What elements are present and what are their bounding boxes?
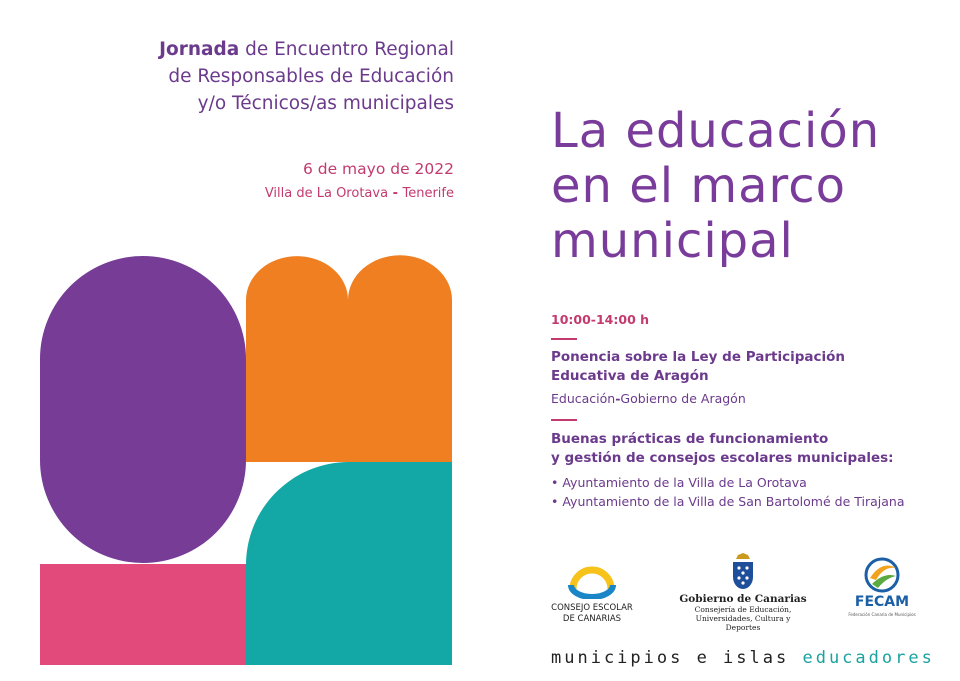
talk-title-line1: Ponencia sobre la Ley de Participación bbox=[551, 349, 845, 365]
tagline-part2: educadores bbox=[802, 648, 935, 668]
divider bbox=[551, 338, 577, 340]
talk-speaker bbox=[551, 391, 746, 406]
pink-shape bbox=[40, 564, 246, 665]
practices-line1: Buenas prácticas de funcionamiento bbox=[551, 431, 829, 447]
practices-title bbox=[551, 430, 894, 468]
orange-shape bbox=[246, 255, 452, 462]
event-date: 6 de mayo de 2022 bbox=[302, 160, 454, 178]
consejo-emblem-icon bbox=[551, 555, 633, 599]
title-line3: municipal bbox=[551, 213, 794, 269]
list-item: • Ayuntamiento de la Villa de La Orotava bbox=[551, 475, 807, 490]
tagline bbox=[551, 648, 935, 668]
consejo-escolar-logo bbox=[551, 555, 633, 625]
place-island: Tenerife bbox=[402, 186, 454, 201]
fecam-emblem-icon bbox=[862, 556, 902, 594]
talk-title-line2: Educativa de Aragón bbox=[551, 368, 709, 384]
speaker-sep: - bbox=[615, 391, 621, 406]
talk-title bbox=[551, 348, 845, 386]
consejo-line2: DE CANARIAS bbox=[562, 614, 622, 624]
practices-line2: y gestión de consejos escolares municipales: bbox=[551, 450, 894, 466]
fecam-logo bbox=[849, 556, 915, 622]
purple-shape bbox=[40, 256, 246, 563]
place-town: Villa de La Orotava bbox=[264, 186, 389, 201]
divider bbox=[551, 419, 577, 421]
header-line3: y/o Técnicos/as municipales bbox=[197, 93, 454, 114]
tagline-part1: municipios e islas bbox=[551, 648, 803, 668]
fecam-sub: Federación Canaria de Municipios bbox=[848, 612, 916, 617]
place-sep: - bbox=[388, 186, 403, 201]
title-line1: La educación bbox=[551, 103, 881, 159]
schedule-time: 10:00-14:00 h bbox=[551, 312, 650, 327]
title-line2: en el marco bbox=[551, 158, 846, 214]
list-item: • Ayuntamiento de la Villa de San Bartolomé de Tirajana bbox=[551, 494, 905, 509]
speaker-part2: Gobierno de Aragón bbox=[620, 391, 746, 406]
coat-of-arms-icon bbox=[728, 553, 758, 591]
gobierno-sub2: Universidades, Cultura y Deportes bbox=[695, 614, 791, 632]
fecam-name: FECAM bbox=[854, 594, 910, 610]
header-line2: de Responsables de Educación bbox=[168, 66, 454, 87]
main-title bbox=[551, 104, 880, 269]
gobierno-canarias-logo bbox=[679, 553, 807, 632]
header-bold: Jornada bbox=[159, 39, 240, 60]
gobierno-title: Gobierno de Canarias bbox=[679, 593, 807, 605]
gobierno-sub1: Consejería de Educación, bbox=[694, 605, 792, 614]
header-line1: de Encuentro Regional bbox=[239, 39, 454, 60]
speaker-part1: Educación bbox=[551, 391, 616, 406]
consejo-line1: CONSEJO ESCOLAR bbox=[551, 603, 633, 613]
